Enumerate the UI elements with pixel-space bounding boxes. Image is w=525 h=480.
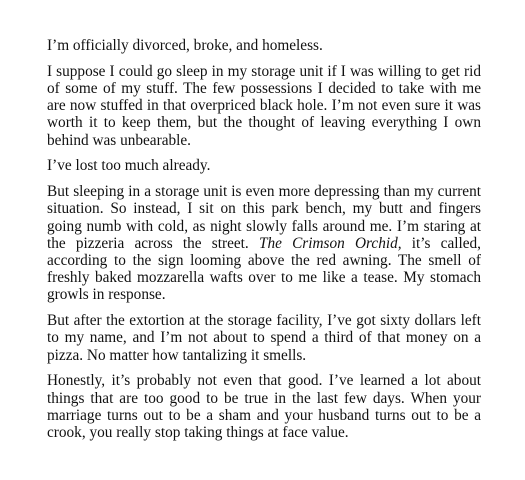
restaurant-name: The Crimson Orchid, [258, 234, 402, 252]
paragraph-4 [47, 183, 481, 303]
document-body [47, 37, 481, 441]
paragraph-2: I suppose I could go sleep in my storage unit if I was willing to get rid of some of my stuff. The few possessions I decided to take with me are now stuffed in that overpriced black hole. I’m not even sure it was worth it to keep them, but the thought of leaving everything I own behind was unbearable. [47, 62, 481, 149]
paragraph-6: Honestly, it’s probably not even that good. I’ve learned a lot about things that are too good to be true in the last few days. When your marriage turns out to be a sham and your husband turns out to be a crook, you really stop taking things at face value. [47, 372, 481, 442]
paragraph-3: I’ve lost too much already. [47, 157, 211, 175]
paragraph-5: But after the extortion at the storage facility, I’ve got sixty dollars left to my name, and I’m not about to spend a third of that money on a pizza. No matter how tantalizing it smells. [47, 312, 481, 364]
paragraph-4-text-end: it’s called, according to the sign looming above the red awning. The smell of freshly baked mozzarella wafts over to me like a tease. My stomach growls in response. [47, 234, 482, 304]
paragraph-1: I’m officially divorced, broke, and homeless. [47, 37, 323, 54]
paragraph-4-text-start: But sleeping in a storage unit is even more depressing than my current situation. So instead, I sit on this park bench, my butt and fingers going numb with cold, as night slowly falls around me. I’m staring at the pizzeria across the street. [47, 183, 481, 252]
